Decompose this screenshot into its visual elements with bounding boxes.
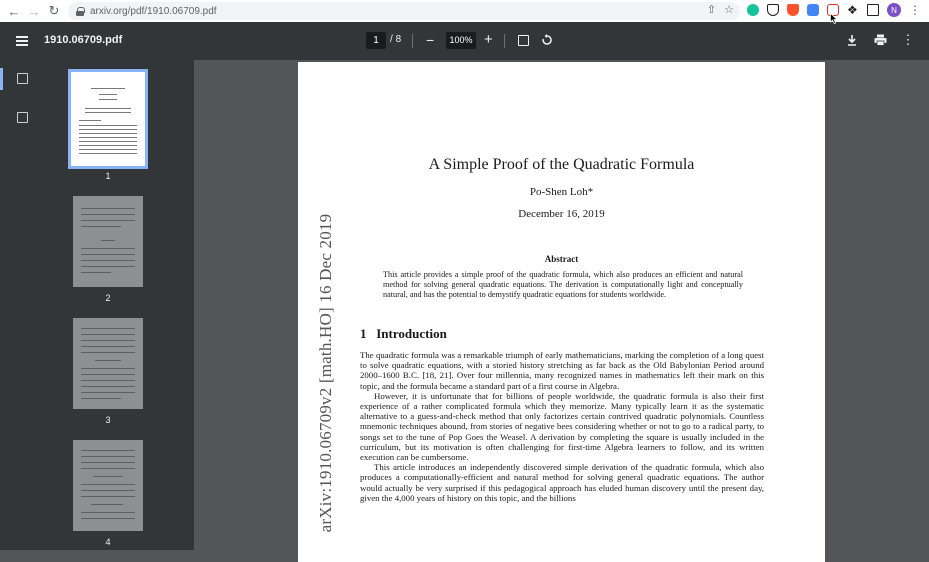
side-panel-icon[interactable]	[867, 4, 879, 16]
grammarly-extension-icon[interactable]	[747, 4, 759, 16]
outline-view-icon[interactable]	[17, 112, 28, 123]
section-title: Introduction	[376, 326, 447, 341]
zoom-in-button[interactable]: +	[484, 31, 493, 48]
pdf-toolbar	[0, 22, 929, 60]
page-count	[390, 34, 401, 45]
toolbar-divider	[504, 34, 505, 48]
page-thumbnail-3[interactable]	[73, 318, 143, 409]
lock-icon[interactable]	[76, 7, 84, 16]
bookmark-star-icon[interactable]: ☆	[724, 4, 734, 16]
puzzle-extensions-icon[interactable]: ❖	[847, 3, 858, 17]
section-number: 1	[360, 326, 367, 341]
paragraph: However, it is unfortunate that for billions of people worldwide, the quadratic formula is also their first experience of a rather complicated formula which they memorize. Many typically learn it as the systematic alternative to a guess-and-check method that only factorizes certain contrived quadratic polynomials. Countless mnemonic techniques abound, from stories of negative bees considering whether or not to go to a radical party, to songs set to the tune of Pop Goes the Weasel. A derivation by completing the square is usually included in the curriculum, but its motivation is often challenging for first-time Algebra learners to follow, and its written execution can be cumbersome.	[360, 390, 764, 463]
download-icon[interactable]	[845, 33, 859, 47]
total-pages: 8	[395, 34, 402, 45]
profile-avatar[interactable]: N	[887, 3, 901, 17]
thumbnail-label-2: 2	[105, 293, 111, 303]
rail-active-indicator	[0, 68, 3, 90]
thumbnail-label-1: 1	[105, 171, 111, 181]
page-thumbnail-4[interactable]	[73, 440, 143, 531]
thumbnail-label-3: 3	[105, 415, 111, 425]
translate-extension-icon[interactable]	[807, 4, 819, 16]
section-body	[360, 350, 764, 503]
mouse-cursor-icon	[830, 13, 838, 24]
paragraph: The quadratic formula was a remarkable triumph of early mathematicians, marking the completion of a long quest to solve quadratic equations, with a storied history stretching as far back as the Old Babylonian Period around 2000–1600 B.C. [18, 21]. Over four millennia, many recognized names in mathematics left their mark on this topic, and the formula became a standard part of a first course in Algebra.	[360, 350, 764, 391]
rotate-icon[interactable]	[541, 34, 553, 46]
page-thumbnail-1[interactable]	[71, 72, 145, 166]
paper-author: Po-Shen Loh*	[529, 186, 594, 198]
sidebar-rail	[0, 60, 44, 550]
paper-date: December 16, 2019	[518, 208, 605, 220]
zoom-out-button[interactable]: −	[426, 32, 435, 48]
zoom-level-input[interactable]: 100%	[446, 32, 476, 49]
toolbar-divider	[412, 34, 413, 48]
menu-icon[interactable]	[16, 36, 28, 46]
print-icon[interactable]	[873, 33, 887, 47]
brave-extension-icon[interactable]	[787, 4, 799, 16]
more-actions-icon[interactable]: ⋮	[901, 32, 915, 47]
share-icon[interactable]: ⇧	[706, 4, 717, 16]
abstract-text: This article provides a simple proof of the quadratic formula, which also produces an efficient and natural method for solving general quadratic equations. The derivation is computationally light and conceptually natural, and has the potential to demystify quadratic equations for students worldwide.	[383, 270, 743, 299]
thumbnail-label-4: 4	[105, 537, 111, 547]
abstract-heading: Abstract	[544, 254, 579, 264]
paragraph: This article introduces an independently discovered simple derivation of the quadratic formula, which also produces a computationally-efficient and natural method for solving general quadratic equations. The author would actually be very surprised if this pedagogical approach has eluded human discovery until the present day, given the 4,000 years of history on this topic, and the billions	[360, 462, 764, 503]
thumbnail-sidebar	[0, 60, 194, 550]
page-thumbnail-2[interactable]	[73, 196, 143, 287]
pdf-page-1	[298, 62, 825, 562]
arxiv-identifier-text: arXiv:1910.06709v2 [math.HO] 16 Dec 2019	[316, 213, 335, 532]
url-text: arxiv.org/pdf/1910.06709.pdf	[90, 5, 217, 17]
shield-extension-icon[interactable]	[767, 4, 779, 16]
section-heading	[360, 326, 447, 342]
paper-title: A Simple Proof of the Quadratic Formula	[428, 156, 695, 173]
fit-page-icon[interactable]	[518, 35, 529, 46]
document-title: 1910.06709.pdf	[44, 34, 123, 46]
browser-toolbar	[0, 0, 929, 22]
forward-icon[interactable]: →	[27, 3, 41, 19]
thumbnails-view-icon[interactable]	[17, 73, 28, 84]
back-icon[interactable]: ←	[7, 3, 21, 19]
reload-icon[interactable]: ↻	[48, 3, 60, 18]
more-vertical-icon[interactable]: ⋮	[909, 3, 921, 17]
page-separator: /	[390, 34, 393, 45]
address-bar[interactable]	[68, 2, 740, 20]
current-page-input[interactable]: 1	[366, 32, 386, 49]
document-viewport[interactable]	[194, 60, 929, 550]
